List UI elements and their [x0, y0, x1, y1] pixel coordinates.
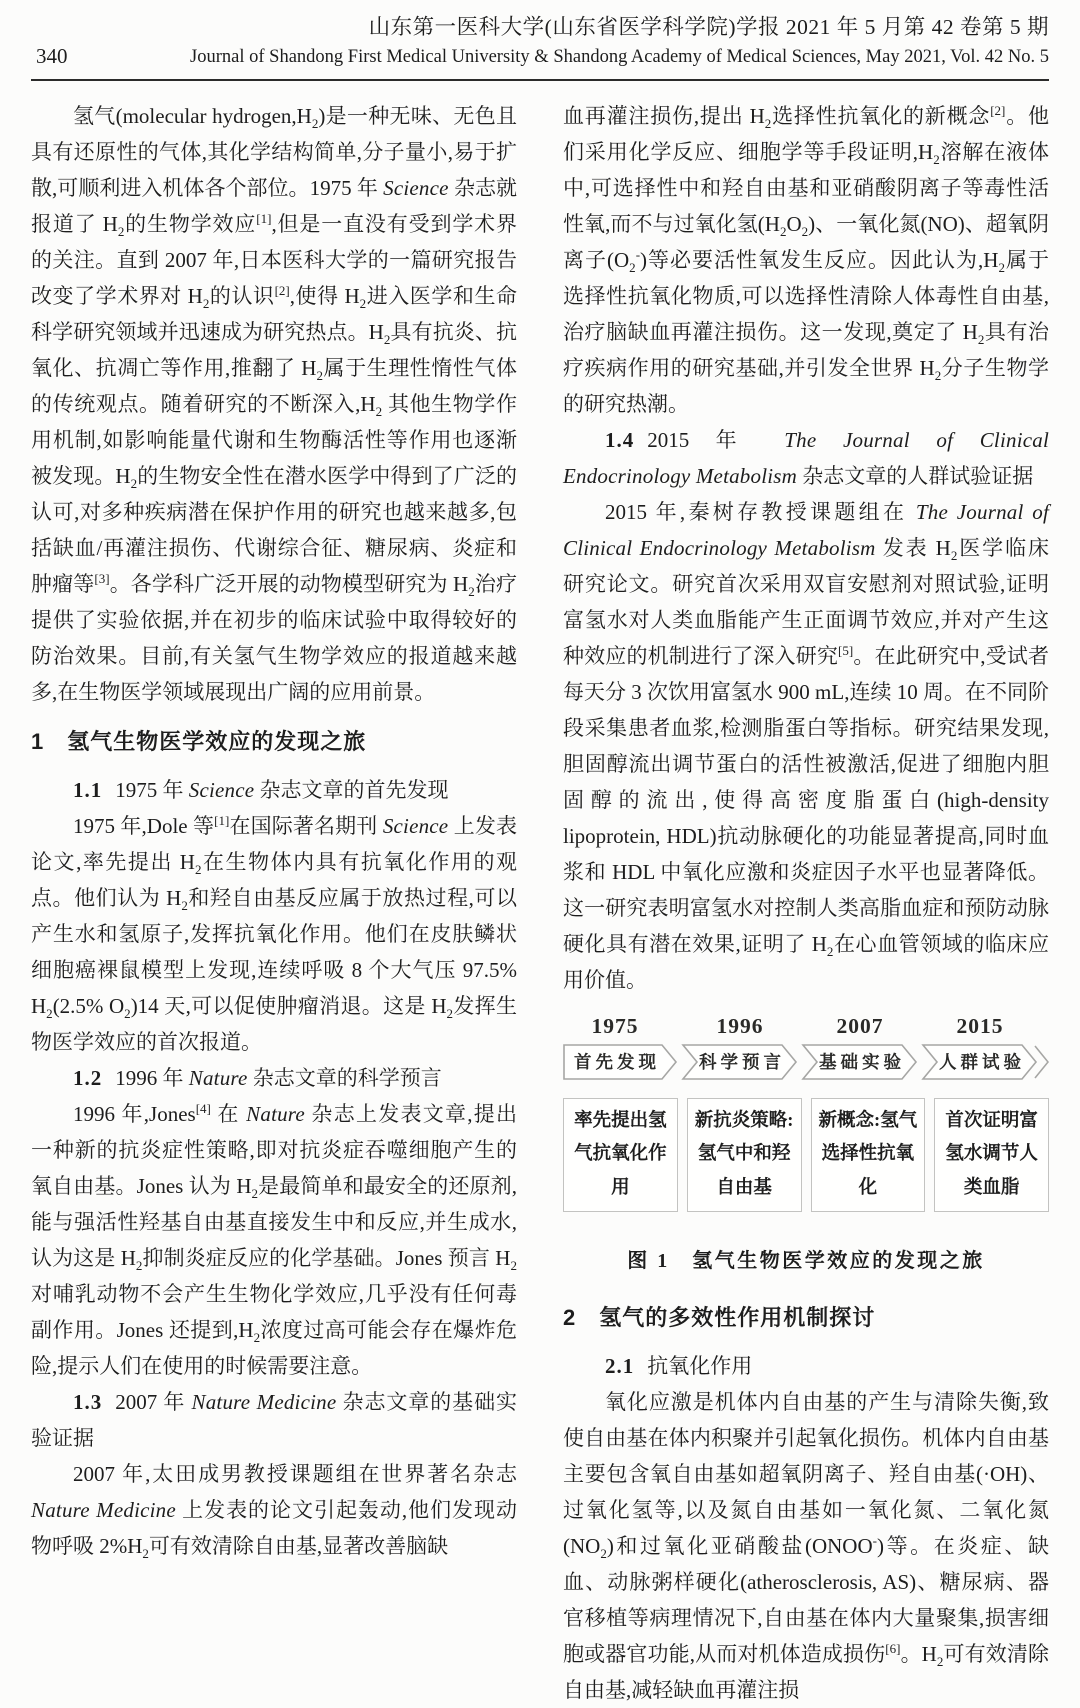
- section-2-1-heading: 2.1 抗氧化作用: [605, 1353, 753, 1378]
- journal-title-en: Journal of Shandong First Medical University & Shandong Academy of Medical Sciences, May 2021, Vol. 42 No. 5: [190, 47, 1049, 67]
- figure-1-caption: 图 1 氢气生物医学效应的发现之旅: [627, 1249, 985, 1272]
- timeline-year-1996: 1996: [716, 1014, 764, 1038]
- timeline-boxes: [563, 1098, 1049, 1212]
- timeline-box-2015-text: 首次证明富氢水调节人类血脂: [945, 1111, 1038, 1198]
- timeline-box-1975: [563, 1098, 678, 1212]
- left-column: [31, 98, 517, 1708]
- section-1-4-heading: 1.4 2015 年 The Journal of Clinical Endocrinology Metabolism 杂志文章的人群试验证据: [563, 428, 1049, 488]
- page-header: [31, 12, 1049, 81]
- timeline-box-2007: [811, 1098, 926, 1212]
- timeline-year-2007: 2007: [836, 1014, 884, 1038]
- timeline-banner-svg: [563, 1012, 1049, 1090]
- figure-1-timeline: [563, 1012, 1049, 1279]
- section-1-3-paragraph: 2007 年,太田成男教授课题组在世界著名杂志 Nature Medicine 上发表的论文引起轰动,他们发现动物呼吸 $2\%H_2$可有效清除自由基,显著改善脑缺: [31, 1462, 517, 1562]
- page-number: 340: [36, 44, 68, 68]
- timeline-year-2015: 2015: [956, 1014, 1004, 1038]
- timeline-box-2007-text: 新概念:氢气选择性抗氧化: [818, 1111, 918, 1198]
- section-1-heading: 1 氢气生物医学效应的发现之旅: [31, 729, 367, 754]
- timeline-stage-label-2007: 基础实验: [819, 1052, 905, 1072]
- section-1-4-paragraph: 2015 年,秦树存教授课题组在 The Journal of Clinical Endocrinology Metabolism 发表 $H_2$医学临床研究论文。研究首次采用双盲安慰剂对照试验,证明富氢水对人类血脂能产生正面调节效应,并对产生这种效应的机制进行了深入研究[5]。在此研究中,受试者每天分 3 次饮用富氢水 900 mL,连续 10 周。在不同阶段采集患者血浆,检测脂蛋白等指标。研究结果发现,胆固醇流出调节蛋白的活性被激活,促进了细胞内胆固醇的流出,使得高密度脂蛋白(high-density lipoprotein, HDL)抗动脉硬化的功能显著提高,同时血浆和 HDL 中氧化应激和炎症因子水平也显著降低。这一研究表明富氢水对控制人类高脂血症和预防动脉硬化具有潜在效果,证明了 $H_2$在心血管领域的临床应用价值。: [563, 500, 1050, 992]
- section-1-2-paragraph: 1996 年,Jones[4] 在 Nature 杂志上发表文章,提出一种新的抗炎症性策略,即对抗炎症吞噬细胞产生的氧自由基。Jones 认为 $H_2$是最简单和最安全的还原剂,能与强活性羟基自由基直接发生中和反应,并生成水,认为这是 $H_2$抑制炎症反应的化学基础。Jones 预言 $H_2$对哺乳动物不会产生生物化学效应,几乎没有任何毒副作用。Jones 还提到$,H_2$浓度过高可能会存在爆炸危险,提示人们在使用的时候需要注意。: [31, 1101, 518, 1378]
- timeline-box-2015: [934, 1098, 1049, 1212]
- section-1-3-paragraph-continued: 血再灌注损伤,提出 $H_2$选择性抗氧化的新概念[2]。他们采用化学反应、细胞学等手段证明$,H_2$溶解在液体中,可选择性中和羟自由基和亚硝酸阴离子等毒性活性氧,而不与过氧化氢$(H_2O_2)$、一氧化氮(NO)、超氧阴离子$(O_2^-)$等必要活性氧发生反应。因此认为$,H_2$属于选择性抗氧化物质,可以选择性清除人体毒性自由基,治疗脑缺血再灌注损伤。这一发现,奠定了 $H_2$具有治疗疾病作用的研究基础,并引发全世界 $H_2$分子生物学的研究热潮。: [563, 103, 1050, 416]
- timeline-box-1996: [687, 1098, 802, 1212]
- section-1-3-heading: 1.3 2007 年 Nature Medicine 杂志文章的基础实验证据: [31, 1390, 517, 1450]
- journal-title-cn: 山东第一医科大学(山东省医学科学院)学报 2021 年 5 月第 42 卷第 5 期: [368, 15, 1049, 39]
- section-1-1-heading: 1.1 1975 年 Science 杂志文章的首先发现: [73, 778, 449, 802]
- timeline-box-1975-text: 率先提出氢气抗氧化作用: [574, 1111, 667, 1198]
- timeline-year-1975: 1975: [591, 1014, 639, 1038]
- section-1-2-heading: 1.2 1996 年 Nature 杂志文章的科学预言: [73, 1066, 442, 1090]
- timeline-stage-label-1975: 首先发现: [574, 1052, 660, 1072]
- section-1-1-paragraph: 1975 年,Dole 等[1]在国际著名期刊 Science 上发表论文,率先提出 $H_2$在生物体内具有抗氧化作用的观点。他们认为 $H_2$和羟自由基反应属于放热过程,可以产生水和氢原子,发挥抗氧化作用。他们在皮肤鳞状细胞癌裸鼠模型上发现,连续呼吸 8 个大气压 97.5% $H_2(2.5\%$ $O_2)14$ 天,可以促使肿瘤消退。这是 $H_2$发挥生物医学效应的首次报道。: [31, 813, 518, 1054]
- timeline-stage-label-1996: 科学预言: [699, 1052, 785, 1072]
- timeline-box-1996-text: 新抗炎策略:氢气中和羟自由基: [694, 1111, 794, 1198]
- section-2-heading: 2 氢气的多效性作用机制探讨: [563, 1304, 876, 1330]
- timeline-stage-label-2015: 人群试验: [939, 1052, 1025, 1072]
- article-body: [31, 98, 1049, 1708]
- intro-paragraph: 氢气(molecular $hydrogen,H_2$)是一种无味、无色且具有还原性的气体,其化学结构简单,分子量小,易于扩散,可顺利进入机体各个部位。1975 年 Science 杂志就报道了 $H_2$的生物学效应[1],但是一直没有受到学术界的关注。直到 2007 年,日本医科大学的一篇研究报告改变了学术界对 $H_2$的认识[2],使得 $H_2$进入医学和生命科学研究领域并迅速成为研究热点。$H_2$具有抗炎、抗氧化、抗凋亡等作用,推翻了 $H_2$属于生理性惰性气体的传统观点。随着研究的不断深入$,H_2$ 其他生物学作用机制,如影响能量代谢和生物酶活性等作用也逐渐被发现。$H_2$的生物安全性在潜水医学中得到了广泛的认可,对多种疾病潜在保护作用的研究也越来越多,包括缺血/再灌注损伤、代谢综合征、糖尿病、炎症和肿瘤等[3]。各学科广泛开展的动物模型研究为 $H_2$治疗提供了实验依据,并在初步的临床试验中取得较好的防治效果。目前,有关氢气生物学效应的报道越来越多,在生物医学领域展现出广阔的应用前景。: [31, 104, 518, 704]
- right-column: [563, 98, 1049, 1708]
- section-2-1-paragraph: 氧化应激是机体内自由基的产生与清除失衡,致使自由基在体内积聚并引起氧化损伤。机体内自由基主要包含氧自由基如超氧阴离子、羟自由基(·OH)、过氧化氢等,以及氮自由基如一氧化氮、二氧化氮$(NO_2)$和过氧化亚硝酸盐(ONOO-)等。在炎症、缺血、动脉粥样硬化(atherosclerosis, AS)、糖尿病、器官移植等病理情况下,自由基在体内大量聚集,损害细胞或器官功能,从而对机体造成损伤[6]。$H_2$可有效清除自由基,减轻缺血再灌注损: [563, 1389, 1049, 1702]
